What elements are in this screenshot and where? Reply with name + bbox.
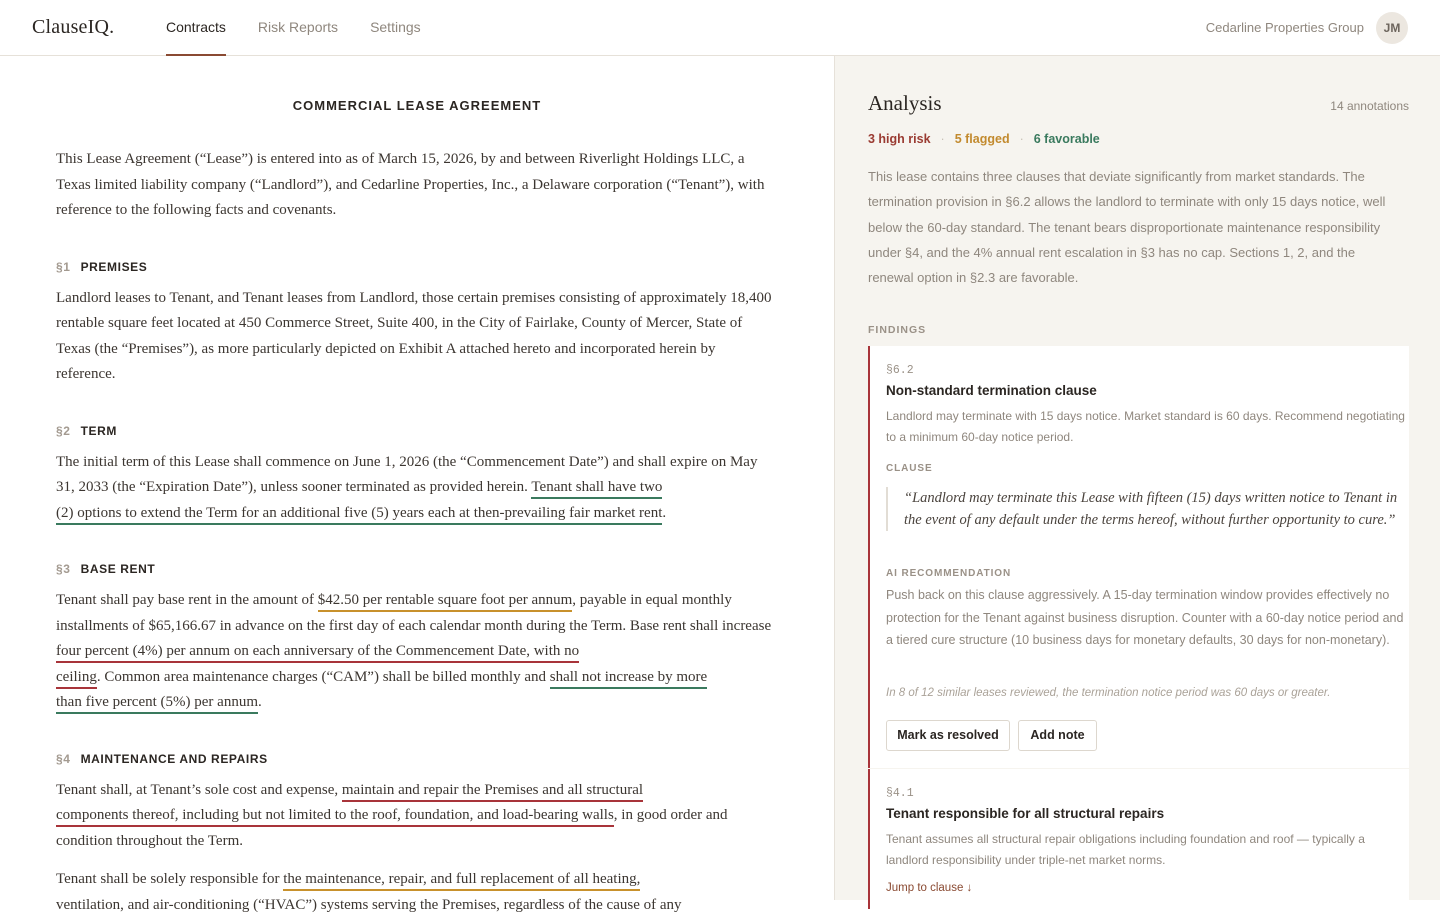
section-title: TERM bbox=[80, 423, 117, 438]
text-run: . bbox=[662, 504, 667, 521]
annotation-count: 14 annotations bbox=[1330, 99, 1409, 113]
section-number: §1 bbox=[56, 259, 71, 274]
text-run: Tenant shall, at Tenant’s sole cost and expense, bbox=[56, 781, 342, 798]
text-run: Tenant shall pay base rent in the amount of bbox=[56, 592, 318, 608]
text-run: , payable in equal monthly installments of $65,166.67 in advance on the first day of each calendar month during the Term. Base rent shall increase bbox=[56, 592, 772, 634]
maintenance-paragraph bbox=[56, 778, 778, 855]
nav-tab-settings[interactable]: Settings bbox=[370, 19, 421, 35]
text-run: , in good order and condition throughout the Term. bbox=[56, 807, 728, 849]
section-number: §4 bbox=[56, 751, 71, 766]
section-heading-maintenance bbox=[56, 752, 778, 766]
organization-name: Cedarline Properties Group bbox=[1205, 20, 1364, 35]
section-heading-base-rent bbox=[56, 562, 778, 576]
finding-section: §6.2 bbox=[886, 364, 914, 377]
top-bar bbox=[0, 0, 1440, 56]
jump-to-clause-link[interactable]: Jump to clause ↓ bbox=[886, 882, 973, 894]
risk-highlight-escalation[interactable]: four percent (4%) per annum on each anniversary of the Commencement Date, with no bbox=[56, 643, 579, 663]
term-paragraph bbox=[56, 450, 778, 527]
document-pane bbox=[0, 56, 834, 913]
app-logo[interactable]: ClauseIQ. bbox=[32, 16, 115, 38]
favorable-highlight-renewal[interactable]: (2) options to extend the Term for an additional five (5) years each at then-prevailing fair market rent bbox=[56, 505, 662, 525]
section-title: BASE RENT bbox=[80, 562, 156, 576]
mark-resolved-button[interactable]: Mark as resolved bbox=[886, 720, 1010, 751]
flagged-count[interactable]: 5 flagged bbox=[954, 132, 1010, 146]
flagged-highlight-hvac[interactable]: the maintenance, repair, and full replacement of all heating, bbox=[283, 871, 640, 891]
finding-card-termination[interactable] bbox=[868, 346, 1409, 768]
section-title: PREMISES bbox=[80, 259, 148, 274]
finding-title: Tenant responsible for all structural repairs bbox=[886, 806, 1165, 821]
flagged-highlight-rent-rate[interactable]: $42.50 per rentable square foot per annum bbox=[318, 592, 573, 612]
analysis-panel bbox=[834, 56, 1440, 900]
section-heading-premises bbox=[56, 260, 778, 274]
add-note-button[interactable]: Add note bbox=[1018, 720, 1097, 751]
risk-stats bbox=[868, 132, 1100, 146]
finding-section: §4.1 bbox=[886, 787, 914, 800]
nav-tab-risk-reports[interactable]: Risk Reports bbox=[257, 19, 339, 35]
text-run: . bbox=[258, 694, 262, 710]
favorable-highlight-cam-cap[interactable]: shall not increase by more bbox=[550, 669, 707, 689]
favorable-highlight-cam-cap[interactable]: than five percent (5%) per annum bbox=[56, 694, 258, 714]
risk-highlight-structural-repairs[interactable]: components thereof, including but not limited to the roof, foundation, and load-bearing walls bbox=[56, 807, 614, 827]
document-content bbox=[56, 56, 778, 918]
comparison-note: In 8 of 12 similar leases reviewed, the termination notice period was 60 days or greater. bbox=[886, 687, 1331, 699]
finding-description: Tenant assumes all structural repair obligations including foundation and roof — typically a landlord responsibility under triple-net market norms. bbox=[886, 832, 1365, 867]
risk-highlight-escalation[interactable]: ceiling bbox=[56, 669, 97, 689]
nav-tab-contracts[interactable]: Contracts bbox=[166, 0, 226, 56]
premises-paragraph: Landlord leases to Tenant, and Tenant leases from Landlord, those certain premises consisting of approximately 18,400 rentable square feet located at 450 Commerce Street, Suite 400, in the City of Fairlake, County of Mercer, State of Texas (the “Premises”), as more particularly depicted on Exhibit A attached hereto and incorporated herein by reference. bbox=[56, 289, 772, 382]
text-run: . Common area maintenance charges (“CAM”) shall be billed monthly and bbox=[96, 668, 550, 685]
clause-label: CLAUSE bbox=[886, 463, 933, 474]
findings-label: FINDINGS bbox=[868, 324, 927, 336]
text-run: Tenant shall be solely responsible for bbox=[56, 871, 284, 887]
finding-card-structural-repairs[interactable] bbox=[868, 769, 1409, 909]
hvac-paragraph bbox=[56, 867, 778, 918]
section-number: §3 bbox=[56, 562, 71, 576]
favorable-highlight-renewal[interactable]: Tenant shall have two bbox=[531, 479, 662, 499]
section-heading-term bbox=[56, 424, 778, 438]
separator-dot: · bbox=[940, 132, 945, 146]
finding-title: Non-standard termination clause bbox=[886, 383, 1097, 398]
clause-quote: “Landlord may terminate this Lease with fifteen (15) days written notice to Tenant in the event of any default under the terms hereof, without further opportunity to cure.” bbox=[886, 487, 1409, 531]
base-rent-paragraph bbox=[56, 588, 778, 716]
favorable-count[interactable]: 6 favorable bbox=[1033, 132, 1100, 146]
text-run: ventilation, and air-conditioning (“HVAC”) systems serving the Premises, regardless of the cause of any bbox=[56, 896, 682, 913]
document-title: COMMERCIAL LEASE AGREEMENT bbox=[292, 98, 542, 113]
analysis-summary: This lease contains three clauses that deviate significantly from market standards. The termination provision in §6.2 allows the landlord to terminate with only 15 days notice, well below the 60-day standard. The tenant bears disproportionate maintenance responsibility under §4, and the 4% annual rent escalation in §3 has no cap. Sections 1, 2, and the renewal option in §2.3 are favorable. bbox=[868, 169, 1386, 286]
user-avatar[interactable]: JM bbox=[1376, 12, 1408, 44]
high-risk-count[interactable]: 3 high risk bbox=[868, 132, 931, 146]
main-nav bbox=[166, 0, 453, 56]
risk-highlight-structural-repairs[interactable]: maintain and repair the Premises and all structural bbox=[342, 782, 643, 802]
finding-description: Landlord may terminate with 15 days notice. Market standard is 60 days. Recommend negotiating to a minimum 60-day notice period. bbox=[886, 409, 1405, 444]
separator-dot: · bbox=[1019, 132, 1024, 146]
ai-recommendation-text: Push back on this clause aggressively. A 15-day termination window provides effectively no protection for the Tenant against business disruption. Counter with a 60-day notice period and a tiered cure structure (10 business days for monetary defaults, 30 days for non-monetary). bbox=[886, 588, 1404, 647]
text-run: The initial term of this Lease shall commence on June 1, 2026 (the “Commencement Date”) and shall expire on May 31, 2033 (the “Expiration Date”), unless sooner terminated as provided herein. bbox=[56, 453, 758, 495]
section-title: MAINTENANCE AND REPAIRS bbox=[80, 751, 268, 766]
section-number: §2 bbox=[56, 423, 71, 438]
analysis-title: Analysis bbox=[868, 91, 942, 115]
ai-recommendation-label: AI RECOMMENDATION bbox=[886, 568, 1012, 579]
intro-paragraph: This Lease Agreement (“Lease”) is entered into as of March 15, 2026, by and between Riverlight Holdings LLC, a Texas limited liability company (“Landlord”), and Cedarline Properties, Inc., a Delaware corporation (“Tenant”), with reference to the following facts and covenants. bbox=[56, 151, 765, 218]
